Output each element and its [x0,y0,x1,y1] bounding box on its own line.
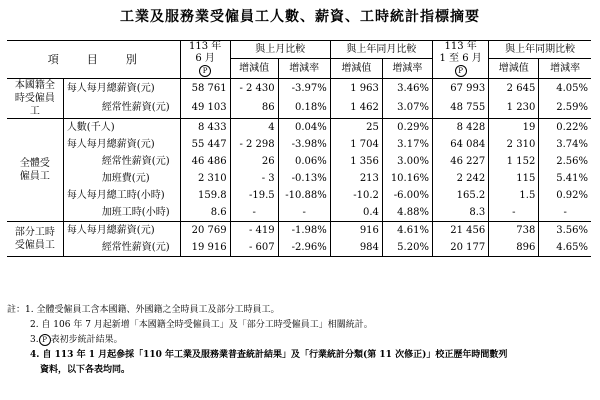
cell: 3.56% [539,221,591,239]
table-row [7,170,591,187]
cell: 896 [489,239,539,257]
footnotes [7,303,597,378]
mom-group-header: 與上月比較 [230,41,330,59]
ytd-header: 113 年 1 至 6 月 P [432,41,488,79]
cell: 3.07% [382,98,432,118]
cell: - [539,204,591,222]
cell: 916 [330,221,382,239]
cell: 4.05% [539,78,591,98]
group-label-local-full: 本國籍全時受僱員工 [7,78,63,118]
cell: 159.8 [180,187,230,204]
group-label-part-time: 部分工時受僱員工 [7,221,63,256]
cell: 738 [489,221,539,239]
cell: 2 645 [489,78,539,98]
cell: 3.46% [382,78,432,98]
mom-rate-header: 增減率 [278,59,330,79]
table-row [7,221,591,239]
cell: 4.65% [539,239,591,257]
cell: 0.29% [382,118,432,136]
footnote-1: 註：1. 全體受僱員工含本國籍、外國籍之全時員工及部分工時員工。 [7,305,280,315]
table-row [7,239,591,257]
table-row [7,136,591,153]
cell: 46 227 [432,153,488,170]
cell: 8 428 [432,118,488,136]
cell: - 3 [230,170,278,187]
row-label: 經常性薪資(元) [63,153,180,170]
cell: 0.4 [330,204,382,222]
cell: 5.20% [382,239,432,257]
cell: 0.18% [278,98,330,118]
page-title: 工業及服務業受僱員工人數、薪資、工時統計指標摘要 [120,9,480,25]
footnote-4-continued: 資料，以下各表均同。 [40,365,131,375]
cell: - [278,204,330,222]
cell: 0.22% [539,118,591,136]
footnote-2: 2. 自 106 年 7 月起新增「本國籍全時受僱員工」及「部分工時受僱員工」相關統計。 [30,320,373,330]
cell: 19 916 [180,239,230,257]
cell: 5.41% [539,170,591,187]
table-row [7,204,591,222]
cell: -3.97% [278,78,330,98]
cell: 48 755 [432,98,488,118]
cell: - [489,204,539,222]
cell: 1 462 [330,98,382,118]
cell: 2.56% [539,153,591,170]
cell: 67 993 [432,78,488,98]
cell: 0.92% [539,187,591,204]
table-row [7,153,591,170]
yoy-change-header: 增減值 [330,59,382,79]
row-label: 每人每月總薪資(元) [63,136,180,153]
cell: 1 704 [330,136,382,153]
row-label: 經常性薪資(元) [63,239,180,257]
row-label: 每人每月總工時(小時) [63,187,180,204]
cell: 86 [230,98,278,118]
cell: 58 761 [180,78,230,98]
group-label-all: 全體受僱員工 [7,118,63,221]
cell: - 419 [230,221,278,239]
table-row [7,98,591,118]
cell: -10.2 [330,187,382,204]
cell: 26 [230,153,278,170]
cell: 20 769 [180,221,230,239]
cell: 10.16% [382,170,432,187]
cell: 4.88% [382,204,432,222]
row-label: 加班工時(小時) [63,204,180,222]
current-month-header: 113 年 6 月 P [180,41,230,79]
cell: -10.88% [278,187,330,204]
cell: 46 486 [180,153,230,170]
cell: 4 [230,118,278,136]
cell: 1 356 [330,153,382,170]
table-row [7,118,591,136]
cell: 8.6 [180,204,230,222]
table-header-row-1 [7,41,591,59]
cell: 165.2 [432,187,488,204]
ytd-change-header: 增減值 [489,59,539,79]
cell: 2 242 [432,170,488,187]
cell: 0.04% [278,118,330,136]
yoy-rate-header: 增減率 [382,59,432,79]
ytd-rate-header: 增減率 [539,59,591,79]
cell: 115 [489,170,539,187]
cell: 3.74% [539,136,591,153]
item-column-header: 項 目 別 [7,41,180,79]
row-label: 加班費(元) [63,170,180,187]
statistics-table [7,40,591,257]
cell: 2 310 [489,136,539,153]
cell: 19 [489,118,539,136]
cell: 213 [330,170,382,187]
cell: 20 177 [432,239,488,257]
footnote-4: 4. 自 113 年 1 月起參採「110 年工業及服務業普查統計結果」及「行業統計分類(第 11 次修正)」校正歷年時間數列 [30,350,508,360]
preliminary-mark: P [199,65,211,77]
preliminary-mark: P [39,334,51,346]
cell: 0.06% [278,153,330,170]
row-label: 每人每月總薪資(元) [63,78,180,98]
cell: 3.00% [382,153,432,170]
ytd-yoy-group-header: 與上年同期比較 [489,41,591,59]
table-row [7,187,591,204]
row-label: 經常性薪資(元) [63,98,180,118]
cell: 49 103 [180,98,230,118]
preliminary-mark: P [455,65,467,77]
cell: 8.3 [432,204,488,222]
cell: -3.98% [278,136,330,153]
cell: 1.5 [489,187,539,204]
row-label: 每人每月總薪資(元) [63,221,180,239]
cell: -2.96% [278,239,330,257]
cell: 8 433 [180,118,230,136]
cell: - 607 [230,239,278,257]
yoy-group-header: 與上年同月比較 [330,41,432,59]
cell: 1 230 [489,98,539,118]
cell: - [230,204,278,222]
cell: -6.00% [382,187,432,204]
cell: - 2 430 [230,78,278,98]
cell: 21 456 [432,221,488,239]
cell: 984 [330,239,382,257]
cell: 25 [330,118,382,136]
cell: -0.13% [278,170,330,187]
cell: -19.5 [230,187,278,204]
cell: 1 152 [489,153,539,170]
footnote-3: 3. P 表初步統計結果。 [30,335,123,345]
cell: -1.98% [278,221,330,239]
cell: 1 963 [330,78,382,98]
cell: 4.61% [382,221,432,239]
row-label: 人數(千人) [63,118,180,136]
cell: 3.17% [382,136,432,153]
cell: - 2 298 [230,136,278,153]
table-row [7,78,591,98]
cell: 2 310 [180,170,230,187]
cell: 55 447 [180,136,230,153]
mom-change-header: 增減值 [230,59,278,79]
cell: 2.59% [539,98,591,118]
cell: 64 084 [432,136,488,153]
